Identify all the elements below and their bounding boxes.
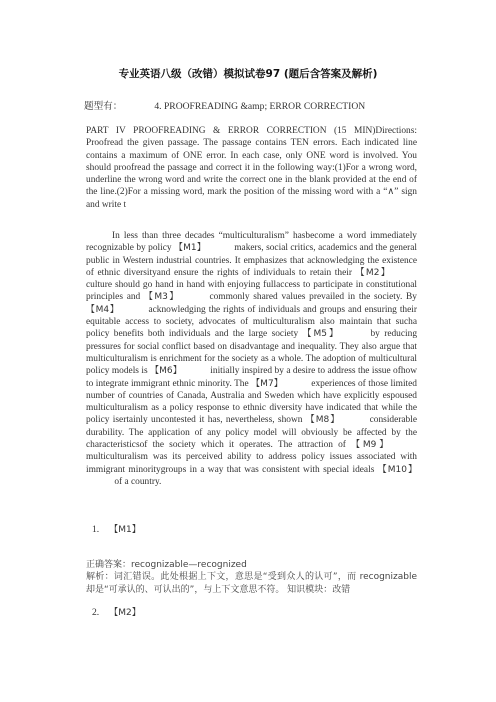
answer-analysis: 解析：词汇错误。此处根据上下文，意思是“受到众人的认可”，而 recognizable 却是“可承认的、可认出的”，与上下文意思不符。 知识模块：改错 [86, 572, 417, 595]
passage-text: acknowledging the rights of individuals and groups and ensuring their equitable access to society, advocates of multiculturalism also maintain that sucha policy benefits both individuals and the large society [86, 304, 418, 340]
passage-text: culture should go hand in hand with enjoying fullaccess to participate in constitutional principles and [86, 280, 417, 303]
blank-marker-m3: 【M3】 [144, 292, 180, 303]
item-heading-1 [92, 522, 141, 535]
blank-marker-m1: 【M1】 [174, 243, 206, 254]
passage-text: considerable durability. The application of any policy model will obviously be affected by the characteristicsof the society which it operates. The attraction of [86, 415, 418, 451]
blank-marker-m4: 【M4】 [86, 304, 120, 315]
blank-marker-m6: 【M6】 [150, 366, 182, 377]
passage [86, 230, 417, 488]
passage-text: by reducing pressures for social conflict based on disadvantage and inequality. They also argue that multiculturalism is enrichment for the society as a whole. The adoption of multicultural policy models is [86, 329, 418, 377]
passage-text: commonly shared values prevailed in the society. By [209, 292, 417, 303]
blank-marker-m8: 【M8】 [305, 415, 341, 426]
item-mark: 【M2】 [109, 608, 141, 618]
question-type-label: 题型有： [84, 101, 123, 112]
passage-paragraph [86, 230, 417, 488]
question-type-line [84, 98, 365, 112]
passage-text: In less than three decades “multiculturalism” hasbecome a word immediately recognizable by policy [86, 231, 417, 254]
item-number: 1. [92, 524, 100, 535]
passage-text: of a country. [114, 476, 162, 487]
directions-paragraph: PART IV PROOFREADING & ERROR CORRECTION (15 MIN)Directions: Proofread the given passage. The passage contains TEN errors. Each indicated line contains a maximum of ONE error. In each case, only ONE word is involved. You should proofread the passage and correct it in the following way:(1)For a wrong word, underline the wrong word and write the correct one in the blank provided at the end of the line.(2)For a missing word, mark the position of the missing word with a “∧” sign and write t [86, 126, 417, 210]
blank-marker-m10: 【M10】 [377, 464, 418, 475]
passage-text: multiculturalism was its perceived ability to address policy issues associated with immigrant minoritygroups in a way that was consistent with special ideals [86, 452, 417, 475]
blank-marker-m5: 【M5】 [302, 329, 341, 340]
blank-marker-m9: 【M9】 [351, 440, 391, 451]
page-title: 专业英语八级（改错）模拟试卷97 (题后含答案及解析) [118, 68, 378, 80]
blank-marker-m2: 【M2】 [355, 267, 392, 278]
passage-text: initially inspired by a desire to address the issue ofhow to integrate immigrant ethnic minority. The [86, 366, 418, 389]
item-number: 2. [92, 607, 100, 618]
correct-answer: 正确答案：recognizable—recognized [86, 560, 247, 570]
blank-marker-m7: 【M7】 [251, 378, 283, 389]
item-mark: 【M1】 [109, 525, 141, 535]
item-heading-2 [92, 605, 141, 618]
question-type-value: 4. PROOFREADING &amp; ERROR CORRECTION [154, 101, 366, 112]
passage-text: makers, social critics, academics and the general public in Western industrial countries. It emphasizes that acknowledging the existence of ethnic diversityand ensure the rights of individuals to retain their [86, 243, 417, 278]
passage-text: experiences of those limited number of countries of Canada, Australia and Sweden which have explicitly espoused multiculturalism as a policy response to ethnic diversity have indicated that while the policy isertainly uncontested it has, nevertheless, shown [86, 378, 417, 426]
